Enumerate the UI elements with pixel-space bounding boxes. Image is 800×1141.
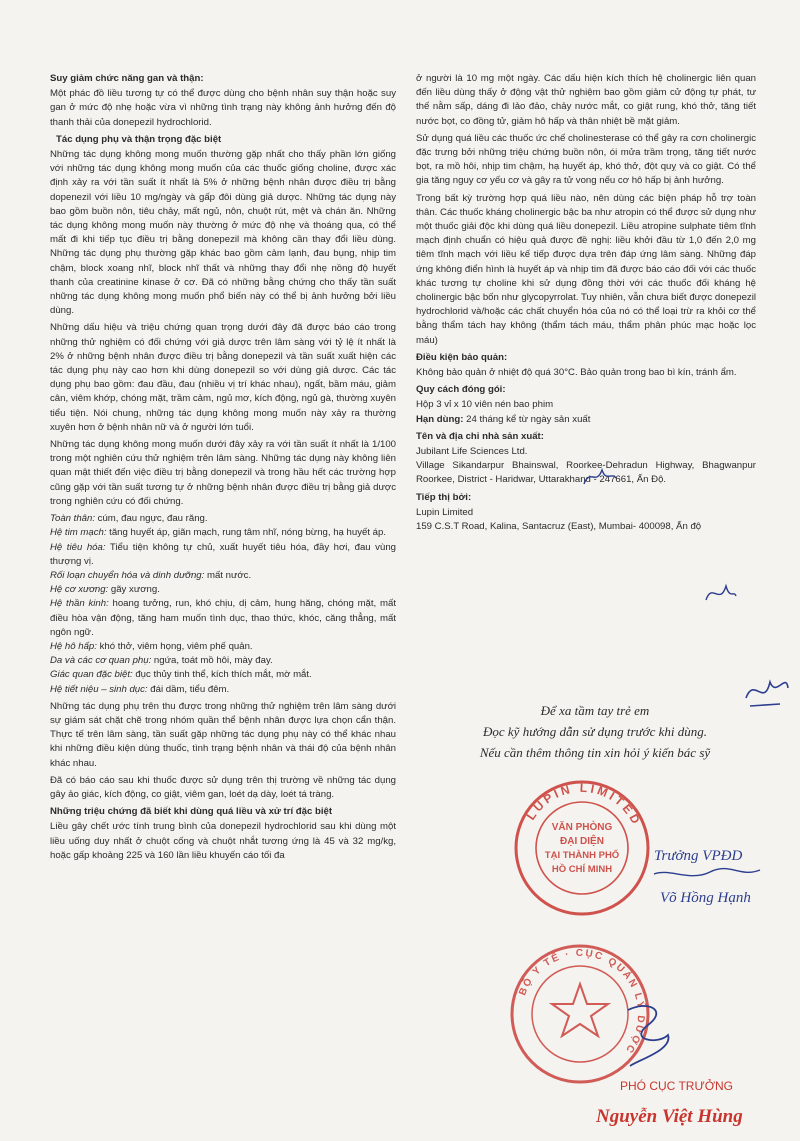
initial-scribble — [580, 464, 620, 490]
packaging-text: Hộp 3 vỉ x 10 viên nén bao phim — [416, 399, 554, 411]
system-label: Rối loạn chuyển hóa và dinh dưỡng: — [50, 569, 205, 581]
svg-text:BỘ Y TẾ · CỤC QUẢN LÝ DƯỢC: BỘ Y TẾ · CỤC QUẢN LÝ DƯỢC — [517, 947, 647, 1057]
initial-scribble — [700, 576, 740, 610]
marketer-address: 159 C.S.T Road, Kalina, Santacruz (East), Mumbai- 400098, Ấn độ — [416, 521, 702, 533]
company-stamp — [512, 778, 652, 918]
paragraph: ở người là 10 mg một ngày. Các dấu hiện kích thích hệ cholinergic liên quan đến liều dùng thấy ở động vật thử nghiệm bao gồm giảm cử động tự phát, tư thế nằm sấp, dáng đi lảo đảo, chảy nước mắt, co giật rung, khó thở, tăng tiết nước bọt, co đồng tử, giảm hô hấp và thân nhiệt bề mặt giảm. — [416, 73, 756, 127]
side-effect-item — [50, 640, 396, 654]
expiry-line — [416, 413, 756, 427]
stamp-text: VĂN PHÒNG — [551, 822, 613, 833]
section-heading-marketer: Tiếp thị bởi: — [416, 491, 472, 503]
paragraph: Liều gây chết ước tính trung bình của donepezil hydrochlorid sau khi dùng một liều uống duy nhất ở chuột cống và chuột nhắt tương ứng là 45 và 32 mg/kg, hoặc gấp khoảng 225 và 160 lần liều khuyến cáo tối đa — [50, 821, 396, 861]
stamp-text: TẠI THÀNH PHỐ — [544, 850, 620, 861]
system-label: Hệ thần kinh: — [50, 598, 109, 610]
section-heading-side-effects: Tác dụng phụ và thận trọng đặc biệt — [56, 133, 222, 145]
side-effect-item — [50, 569, 396, 583]
section-heading-manufacturer: Tên và địa chỉ nhà sản xuất: — [416, 430, 544, 442]
side-effect-item — [50, 668, 396, 682]
system-label: Hệ tiết niệu – sinh dục: — [50, 683, 148, 695]
expiry-value: 24 tháng kể từ ngày sản xuất — [463, 413, 591, 425]
left-column — [50, 72, 396, 866]
system-effects: hoang tưởng, run, khó chịu, dị cảm, hung hăng, chóng mặt, mất điều hòa vận động, tăng ham muốn tình dục, thao thức, khóc, căng thẳng, mất ngôn ngữ. — [50, 598, 396, 638]
manufacturer-address: Village Sikandarpur Bhainswal, Roorkee-Dehradun Highway, Bhagwanpur Roorkee, District - Haridwar, Uttarakhand - 247661, Ấn Độ. — [416, 460, 756, 486]
signer-title: Trưởng VPĐD — [654, 848, 743, 864]
system-effects: gãy xương. — [108, 584, 160, 596]
system-effects: đái dầm, tiểu đêm. — [147, 683, 230, 695]
side-effect-item — [50, 526, 396, 540]
paragraph: Những tác dụng không mong muốn dưới đây xảy ra với tần suất ít nhất là 1/100 trong một nghiên cứu thử nghiệm trên lâm sàng. Những tác dụng này không liên quan mật thiết đến việc điều trị bằng donepezil và trong hầu hết các trường hợp cũng gặp với tần suất tương tự ở những bệnh nhân được điều trị bằng giả dược trong nghiên cứu có đối chứng. — [50, 439, 396, 507]
system-effects: Tiểu tiện không tự chủ, xuất huyết tiêu hóa, đầy hơi, đau vùng thượng vị. — [50, 541, 396, 567]
warning-notice — [430, 700, 760, 763]
stamp-text: HỒ CHÍ MINH — [551, 864, 613, 875]
stamp-text: ĐẠI DIỆN — [560, 836, 604, 847]
manufacturer-name: Jubilant Life Sciences Ltd. — [416, 446, 528, 458]
paragraph: Sử dụng quá liều các thuốc ức chế cholinesterase có thể gây ra cơn cholinergic đặc trưng bởi những triệu chứng buồn nôn, ói mửa trầm trọng, tăng tiết nước bọt, ra mồ hôi, nhịp tim chậm, hạ huyết áp, khó thở, đột quỵ và co giật. Có thể gia tăng nguy cơ yếu cơ và gây ra tử vong nếu cơ hô hấp bị ảnh hưởng. — [416, 132, 756, 187]
side-effect-item — [50, 597, 396, 640]
system-effects: cúm, đau ngực, đau răng. — [95, 513, 208, 525]
section-heading-storage: Điều kiện bảo quản: — [416, 351, 508, 363]
side-effect-item — [50, 512, 396, 526]
paragraph: Trong bất kỳ trường hợp quá liều nào, nên dùng các biện pháp hỗ trợ toàn thân. Các thuốc kháng cholinergic bậc ba như atropin có thể được sử dụng như một thuốc giải độc khi dùng quá liều donepezil. Liều atropine sulphate tiêm tĩnh mạch định chuẩn có hiệu quả được đề nghị: liều khởi đầu từ 1,0 đến 2,0 mg tiêm tĩnh mạch với liều kế tiếp được dựa trên đáp ứng lâm sàng. Những đáp ứng không điển hình là huyết áp và nhịp tim đã được báo cáo đối với các thuốc khác tương tự choline khi sử dụng đồng thời với các thuốc đối kháng hệ cholinergic bậc bốn như glycopyrrolat. Tuy nhiên, vẫn chưa biết được donepezil hydrochlorid và/hoặc các chất chuyển hóa của nó có thể loại trừ ra khỏi cơ thể bằng thẩm tách hay không (thẩm tách máu, thẩm phân phúc mạc hoặc lọc máu) — [416, 192, 756, 346]
side-effect-item — [50, 541, 396, 569]
system-label: Hệ tim mạch: — [50, 527, 107, 539]
side-effect-item — [50, 583, 396, 597]
paragraph: Đã có báo cáo sau khi thuốc được sử dụng trên thị trường về những tác dụng gây ảo giác, kích động, co giật, viêm gan, loét dạ dày, loét tá tràng. — [50, 774, 396, 800]
section-heading-overdose: Những triệu chứng đã biết khi dùng quá liều và xử trí đặc biệt — [50, 806, 333, 818]
signature-nguyen-viet-hung — [592, 1076, 768, 1136]
section-heading-packaging: Quy cách đóng gói: — [416, 384, 506, 396]
paragraph: Những tác dụng không mong muốn thường gặp nhất cho thấy phần lớn giống với những tác dụng không mong muốn của các thuốc giống choline, được xác định xảy ra với tần suất ít nhất là 5% ở những bệnh nhân được điều trị bằng dopenezil với liều 10 mg/ngày và gấp đôi dùng giả dược. Những tác dụng này bao gồm buồn nôn, tiêu chảy, mất ngủ, nôn, chuột rút, mệt và chán ăn. Những tác dụng không mong muốn này thường ở mức độ nhẹ và thoáng qua, có thể mất đi khi tiếp tục điều trị bằng donepezil mà không cần thay đổi liều dùng. Những tác dụng phụ thường gặp khác bao gồm cảm lạnh, đau bụng, nhịp tim chậm, block xoang nhĩ, block nhĩ thất và những thay đổi nhẹ nồng độ huyết thanh của creatinine kinase ở cơ. Đã có những bằng chứng cho thấy tần suất những tác dụng không mong muốn phổ biến này có thể bị ảnh hưởng bởi liều dùng. — [50, 149, 396, 317]
paragraph: Những tác dụng phụ trên thu được trong những thử nghiệm trên lâm sàng dưới sự giám sát chặt chẽ trong nhóm quần thể bệnh nhân được lựa chọn cẩn thận. Thực tế trên lâm sàng, tần suất gặp những tác dụng phụ này có thể khác nhau khi những điều kiện dùng thuốc, tình trạng bệnh nhân và thái độ của bệnh nhân khác nhau. — [50, 700, 396, 769]
warning-line: Để xa tầm tay trẻ em — [540, 703, 650, 718]
paragraph: Một phác đồ liều tương tự có thể được dùng cho bệnh nhân suy thận hoặc suy gan ở mức độ nhẹ hoặc vừa vì những tình trạng này không ảnh hưởng đến độ thanh thải của donepezil hydrochlorid. — [50, 88, 396, 128]
warning-line: Nếu cần thêm thông tin xin hỏi ý kiến bác sỹ — [479, 745, 711, 760]
system-label: Giác quan đặc biệt: — [50, 669, 133, 681]
signer-name: Võ Hồng Hạnh — [660, 890, 751, 906]
section-heading-kidney-liver: Suy giảm chức năng gan và thận: — [50, 73, 204, 84]
initial-scribble — [740, 668, 792, 714]
paragraph: Những dấu hiệu và triệu chứng quan trọng dưới đây đã được báo cáo trong những thử nghiệm có đối chứng với giả dược trên lâm sàng với tỷ lệ ít nhất là 2% ở những bệnh nhân được điều trị bằng donepezil và tần suất xuất hiện các tác dụng phụ này cao hơn khi dùng donepezil so với dùng giả dược. Các tác dụng phụ bao gồm: đau đầu, đau (nhiều vị trí khác nhau), ngất, bầm máu, giảm cân, viêm khớp, chóng mặt, trầm cảm, ngủ mơ, kích động, ngủ gà, thường xuyên tiểu tiện. Nói chung, những tác dụng không mong muốn này xảy ra thường xuyên hơn ở bệnh nhân nữ và ở người lớn tuổi. — [50, 322, 396, 433]
system-effects: tăng huyết áp, giãn mạch, rung tâm nhĩ, nóng bừng, hạ huyết áp. — [106, 527, 387, 539]
side-effect-item — [50, 654, 396, 668]
signature-scribble — [618, 1000, 678, 1070]
system-effects: ngứa, toát mồ hôi, mày đay. — [151, 655, 273, 667]
storage-text: Không bảo quản ở nhiệt độ quá 30°C. Bảo quản trong bao bì kín, tránh ẩm. — [416, 367, 737, 379]
system-effects: khó thở, viêm họng, viêm phế quản. — [96, 640, 253, 652]
system-label: Toàn thân: — [50, 513, 95, 525]
system-effects: mất nước. — [204, 569, 252, 581]
signature-vo-hong-hanh — [650, 838, 780, 918]
system-label: Hệ tiêu hóa: — [50, 541, 106, 553]
expiry-label: Hạn dùng: — [416, 413, 464, 425]
system-label: Hệ hô hấp: — [50, 640, 97, 652]
warning-line: Đọc kỹ hướng dẫn sử dụng trước khi dùng. — [483, 724, 707, 739]
system-label: Hệ cơ xương: — [50, 584, 109, 596]
signer-title: PHÓ CỤC TRƯỞNG — [620, 1079, 733, 1093]
signer-name: Nguyễn Việt Hùng — [596, 1106, 743, 1127]
side-effect-item — [50, 683, 396, 697]
system-label: Da và các cơ quan phụ: — [50, 655, 152, 667]
marketer-name: Lupin Limited — [416, 506, 474, 518]
svg-text:LUPIN LIMITED: LUPIN LIMITED — [523, 780, 645, 829]
system-effects: đục thủy tinh thể, kích thích mắt, mờ mắt. — [132, 669, 312, 681]
